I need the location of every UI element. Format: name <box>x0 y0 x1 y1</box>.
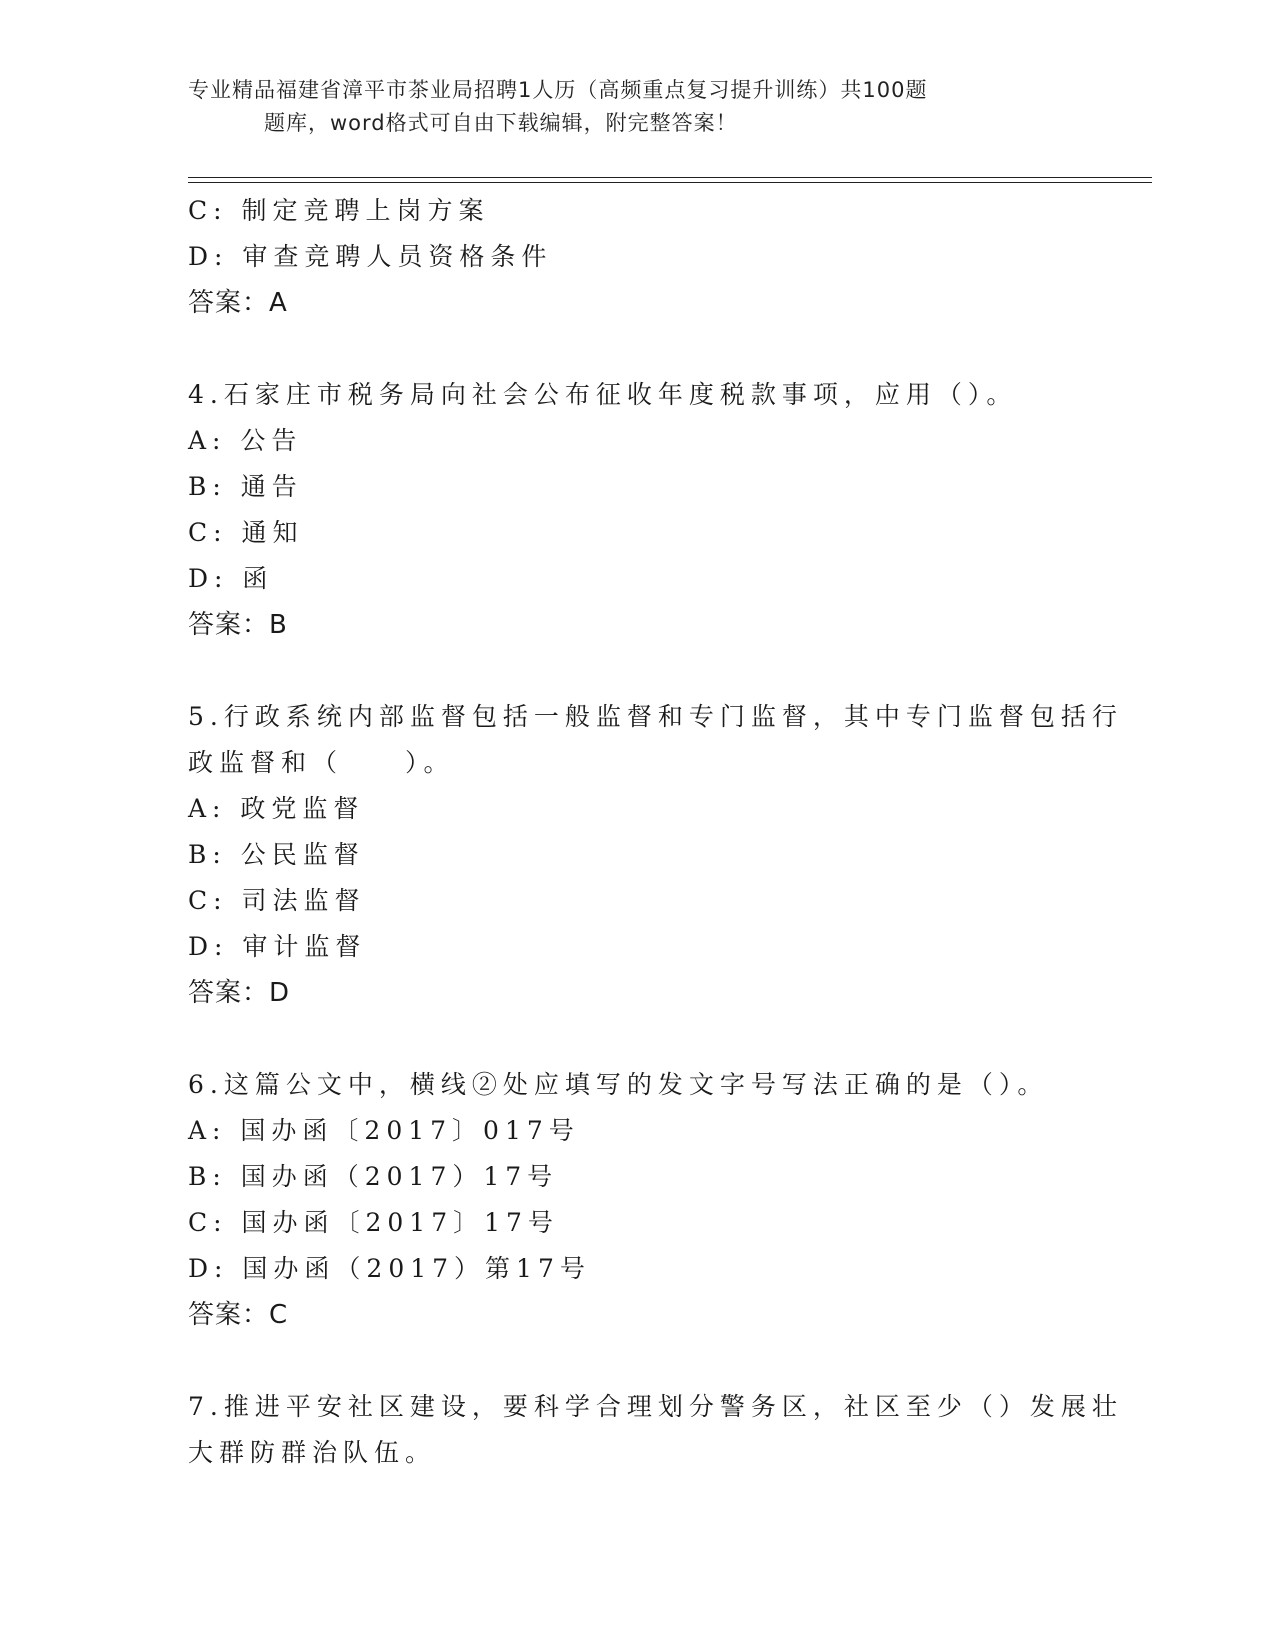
q5-question-line-2: 政监督和（ ）。 <box>188 748 455 777</box>
question-3-tail <box>188 188 1088 326</box>
q6-question: 6.这篇公文中，横线②处应填写的发文字号写法正确的是（）。 <box>188 1070 1049 1099</box>
q6-option-d: D: 国办函（2017）第17号 <box>188 1254 591 1283</box>
document-header <box>188 74 1088 140</box>
header-rule-top <box>188 177 1152 178</box>
header-rule-bottom <box>188 182 1152 183</box>
q4-answer: 答案：B <box>188 610 288 640</box>
question-list <box>188 188 1123 1476</box>
q6-answer: 答案：C <box>188 1300 289 1330</box>
question-4 <box>188 372 1088 648</box>
spacer <box>188 648 1088 694</box>
q4-option-a: A: 公告 <box>188 426 303 455</box>
q3-answer: 答案：A <box>188 288 288 318</box>
spacer <box>188 1338 1088 1384</box>
q4-option-d: D: 函 <box>188 564 274 593</box>
header-title-line-1: 专业精品福建省漳平市茶业局招聘1人历（高频重点复习提升训练）共100题 <box>188 78 928 102</box>
q7-question-line-1: 7.推进平安社区建设，要科学合理划分警务区，社区至少（）发展壮 <box>188 1392 1123 1421</box>
q5-option-a: A: 政党监督 <box>188 794 365 823</box>
q3-option-d: D: 审查竞聘人员资格条件 <box>188 242 553 271</box>
q4-option-c: C: 通知 <box>188 518 304 547</box>
q5-option-d: D: 审计监督 <box>188 932 367 961</box>
q5-question-line-1: 5.行政系统内部监督包括一般监督和专门监督，其中专门监督包括行 <box>188 702 1123 731</box>
q7-question-line-2: 大群防群治队伍。 <box>188 1438 437 1467</box>
q4-option-b: B: 通告 <box>188 472 303 501</box>
spacer <box>188 1016 1088 1062</box>
q5-answer: 答案：D <box>188 978 291 1008</box>
q5-option-b: B: 公民监督 <box>188 840 365 869</box>
question-6 <box>188 1062 1088 1338</box>
q6-option-c: C: 国办函〔2017〕17号 <box>188 1208 559 1237</box>
q6-option-b: B: 国办函（2017）17号 <box>188 1162 559 1191</box>
q6-option-a: A: 国办函〔2017〕017号 <box>188 1116 580 1145</box>
q4-question: 4.石家庄市税务局向社会公布征收年度税款事项，应用（）。 <box>188 380 1018 409</box>
q5-option-c: C: 司法监督 <box>188 886 366 915</box>
question-5 <box>188 694 1123 1016</box>
question-7 <box>188 1384 1123 1476</box>
header-title-line-2: 题库，word格式可自由下载编辑，附完整答案！ <box>264 111 738 135</box>
spacer <box>188 326 1088 372</box>
q3-option-c: C: 制定竞聘上岗方案 <box>188 196 490 225</box>
